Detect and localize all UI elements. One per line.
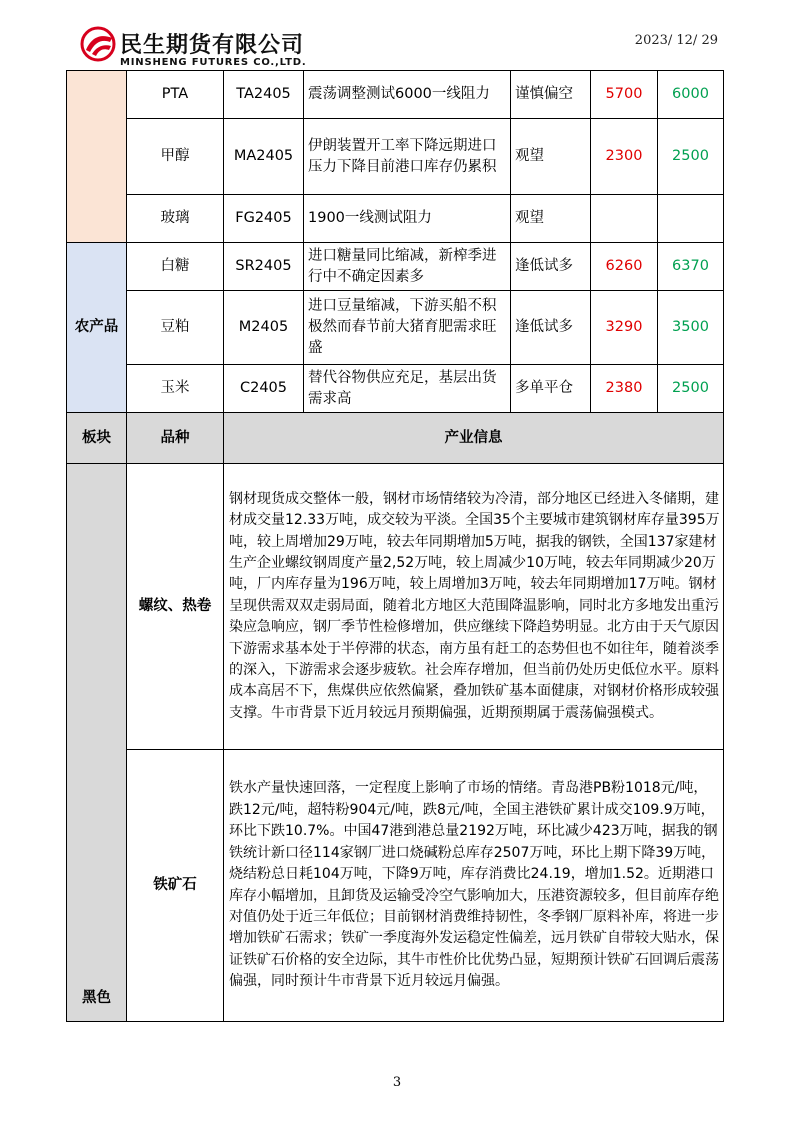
table-row	[67, 291, 724, 365]
product-cell: 玉米	[127, 365, 224, 413]
view-cell: 观望	[511, 195, 591, 243]
resistance-price: 3500	[658, 291, 724, 365]
minsheng-logo-icon	[80, 26, 116, 62]
table-row	[67, 464, 724, 750]
support-price: 2380	[591, 365, 658, 413]
sector-cell-chem	[67, 71, 127, 243]
logic-cell: 进口糖量同比缩减，新榨季进行中不确定因素多	[304, 243, 511, 291]
table-row	[67, 365, 724, 413]
logic-cell: 震荡调整测试6000一线阻力	[304, 71, 511, 119]
view-cell: 观望	[511, 119, 591, 195]
page-number: 3	[392, 1075, 402, 1090]
support-price	[591, 195, 658, 243]
table-row	[67, 750, 724, 1022]
support-price: 2300	[591, 119, 658, 195]
strategy-table	[66, 70, 724, 1022]
resistance-price: 6370	[658, 243, 724, 291]
logic-cell: 伊朗装置开工率下降远期进口压力下降目前港口库存仍累积	[304, 119, 511, 195]
view-cell: 多单平仓	[511, 365, 591, 413]
support-price: 3290	[591, 291, 658, 365]
product-cell: 螺纹、热卷	[127, 464, 224, 750]
company-logo	[80, 24, 320, 74]
contract-cell: TA2405	[224, 71, 304, 119]
view-cell: 谨慎偏空	[511, 71, 591, 119]
company-name-en: MINSHENG FUTURES CO.,LTD.	[120, 57, 307, 68]
view-cell: 逢低试多	[511, 291, 591, 365]
sector-cell-agri: 农产品	[67, 243, 127, 413]
info-header-row	[67, 413, 724, 464]
contract-cell: C2405	[224, 365, 304, 413]
contract-cell: FG2405	[224, 195, 304, 243]
logic-cell: 1900一线测试阻力	[304, 195, 511, 243]
logic-cell: 替代谷物供应充足，基层出货需求高	[304, 365, 511, 413]
resistance-price: 2500	[658, 365, 724, 413]
header-sector: 板块	[67, 413, 127, 464]
product-cell: 白糖	[127, 243, 224, 291]
industry-info-cell: 钢材现货成交整体一般，钢材市场情绪较为冷清，部分地区已经进入冬储期，建材成交量12.33万吨，成交较为平淡。全国35个主要城市建筑钢材库存量395万吨，较上周增加29万吨，较去年同期增加5万吨，据我的钢铁，全国137家建材生产企业螺纹钢周度产量2,52万吨，较上周减少10万吨，较去年同期减少20万吨，厂内库存量为196万吨，较上周增加3万吨，较去年同期增加17万吨。钢材呈现供需双双走弱局面，随着北方地区大范围降温影响，同时北方多地发出重污染应急响应，钢厂季节性检修增加，供应继续下降趋势明显。北方由于天气原因下游需求基本处于半停滞的状态，南方虽有赶工的态势但也不如往年，随着淡季的深入，下游需求会逐步疲软。社会库存增加，但当前仍处历史低位水平。原料成本高居不下，焦煤供应依然偏紧，叠加铁矿基本面健康，对钢材价格形成较强支撑。牛市背景下近月较远月预期偏强，近期预期属于震荡偏强模式。	[224, 464, 724, 750]
product-cell: 豆粕	[127, 291, 224, 365]
view-cell: 逢低试多	[511, 243, 591, 291]
table-row	[67, 71, 724, 119]
header-product: 品种	[127, 413, 224, 464]
report-date: 2023/ 12/ 29	[634, 33, 718, 48]
header-industry-info: 产业信息	[224, 413, 724, 464]
resistance-price: 6000	[658, 71, 724, 119]
contract-cell: SR2405	[224, 243, 304, 291]
contract-cell: M2405	[224, 291, 304, 365]
industry-info-cell: 铁水产量快速回落，一定程度上影响了市场的情绪。青岛港PB粉1018元/吨，跌12元/吨，超特粉904元/吨，跌8元/吨，全国主港铁矿累计成交109.9万吨，环比下跌10.7%。中国47港到港总量2192万吨，环比减少423万吨，据我的钢铁统计新口径114家钢厂进口烧碱粉总库存2507万吨，环比上期下降39万吨，烧结粉总日耗104万吨，下降9万吨，库存消费比24.19，增加1.52。近期港口库存小幅增加，且卸货及运输受冷空气影响加大，压港资源较多，但目前库存绝对值仍处于近三年低位；目前钢材消费维持韧性，冬季钢厂原料补库，将进一步增加铁矿石需求；铁矿一季度海外发运稳定性偏差，远月铁矿自带较大贴水，保证铁矿石价格的安全边际，其牛市性价比优势凸显，短期预计铁矿石回调后震荡偏强，同时预计牛市背景下近月较远月偏强。	[224, 750, 724, 1022]
product-cell: 甲醇	[127, 119, 224, 195]
company-name-cn: 民生期货有限公司	[120, 33, 305, 58]
table-row	[67, 119, 724, 195]
product-cell: 玻璃	[127, 195, 224, 243]
support-price: 6260	[591, 243, 658, 291]
sector-cell-black: 黑色	[67, 464, 127, 1022]
logic-cell: 进口豆量缩减，下游买船不积极然而春节前大猪育肥需求旺盛	[304, 291, 511, 365]
contract-cell: MA2405	[224, 119, 304, 195]
resistance-price	[658, 195, 724, 243]
product-cell: PTA	[127, 71, 224, 119]
table-row	[67, 243, 724, 291]
product-cell: 铁矿石	[127, 750, 224, 1022]
resistance-price: 2500	[658, 119, 724, 195]
table-row	[67, 195, 724, 243]
support-price: 5700	[591, 71, 658, 119]
